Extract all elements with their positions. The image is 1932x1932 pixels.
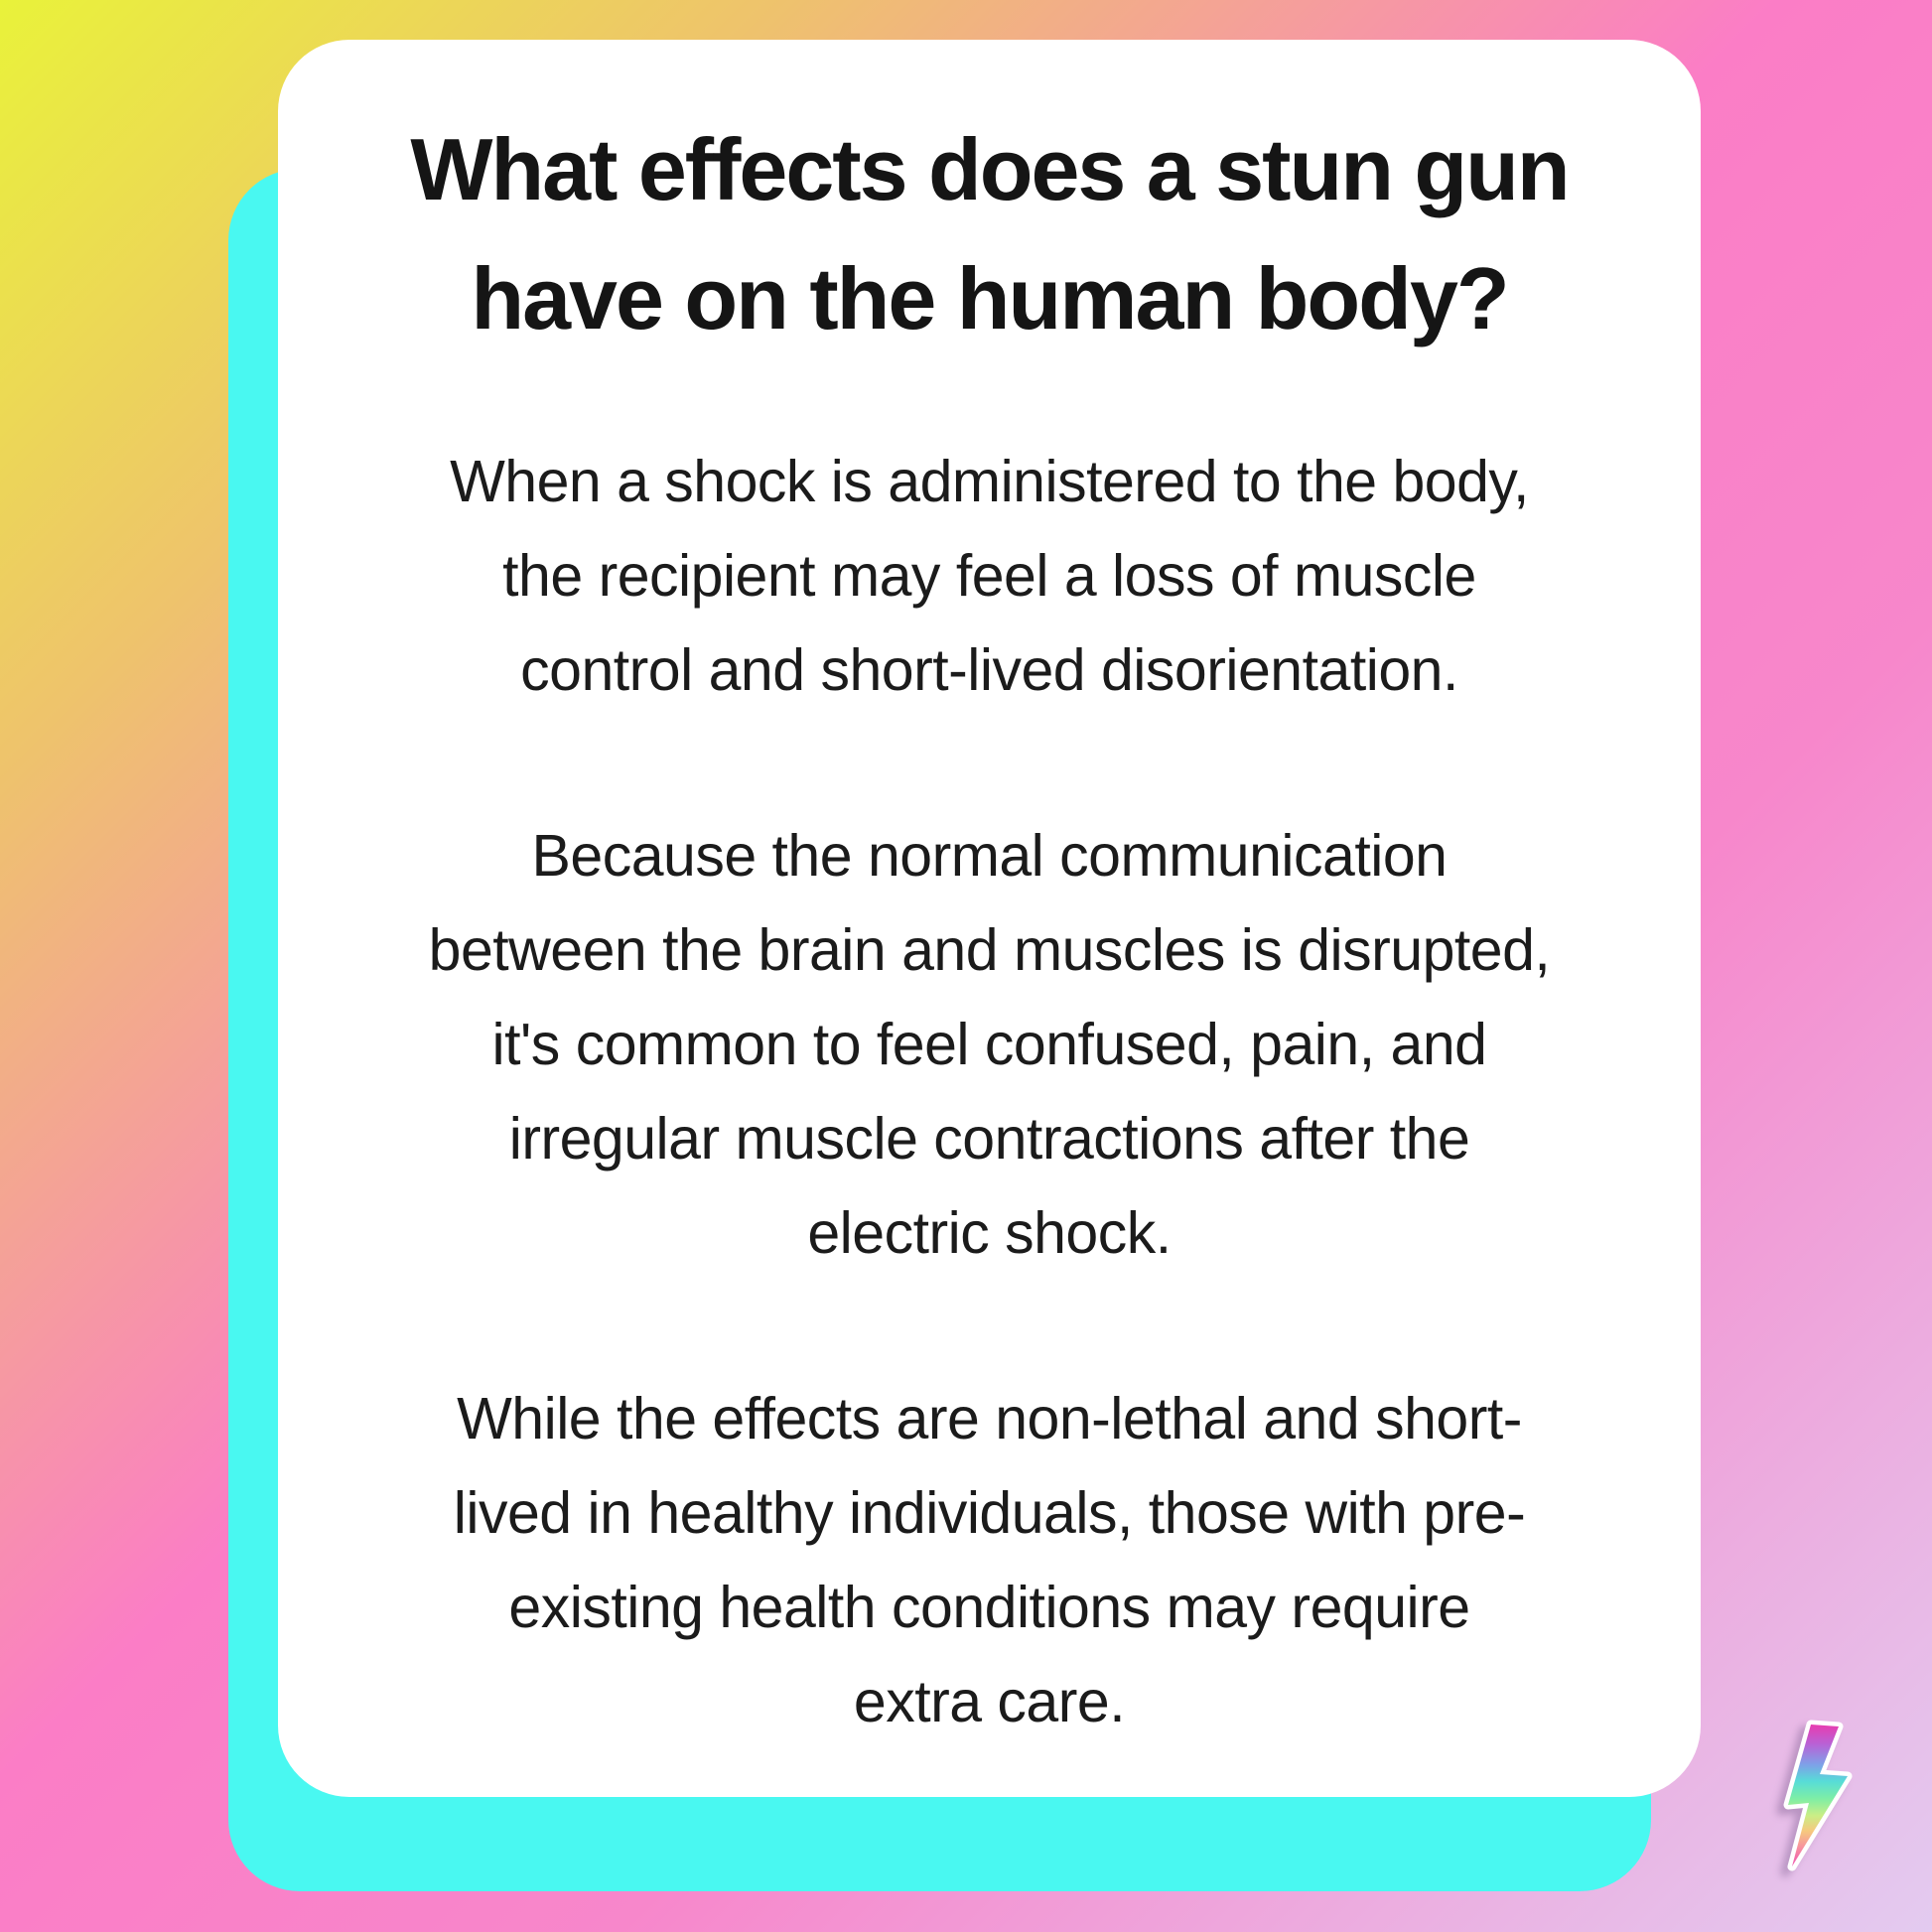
paragraph-line: When a shock is administered to the body, (450, 449, 1529, 514)
paragraph-line: Because the normal communication (531, 823, 1448, 889)
paragraph-line: the recipient may feel a loss of muscle (502, 543, 1476, 609)
content-card (278, 40, 1701, 1797)
paragraph-line: extra care. (853, 1669, 1126, 1734)
paragraph-line: electric shock. (807, 1200, 1172, 1266)
paragraph-line: between the brain and muscles is disrupted, (428, 917, 1551, 983)
title-line-1: What effects does a stun gun (410, 120, 1569, 218)
lightning-bolt-icon (1783, 1722, 1853, 1870)
body-text (314, 435, 1665, 1749)
paragraph-line: irregular muscle contractions after the (508, 1106, 1470, 1172)
page-title (278, 105, 1701, 363)
paragraph-2 (314, 809, 1665, 1281)
paragraph-line: existing health conditions may require (508, 1575, 1470, 1640)
paragraph-line: lived in healthy individuals, those with pre- (453, 1480, 1526, 1546)
title-line-2: have on the human body? (471, 249, 1508, 347)
paragraph-line: control and short-lived disorientation. (520, 637, 1458, 703)
paragraph-line: While the effects are non-lethal and short- (457, 1386, 1522, 1451)
paragraph-1 (314, 435, 1665, 718)
paragraph-3 (314, 1372, 1665, 1749)
paragraph-line: it's common to feel confused, pain, and (491, 1012, 1487, 1077)
